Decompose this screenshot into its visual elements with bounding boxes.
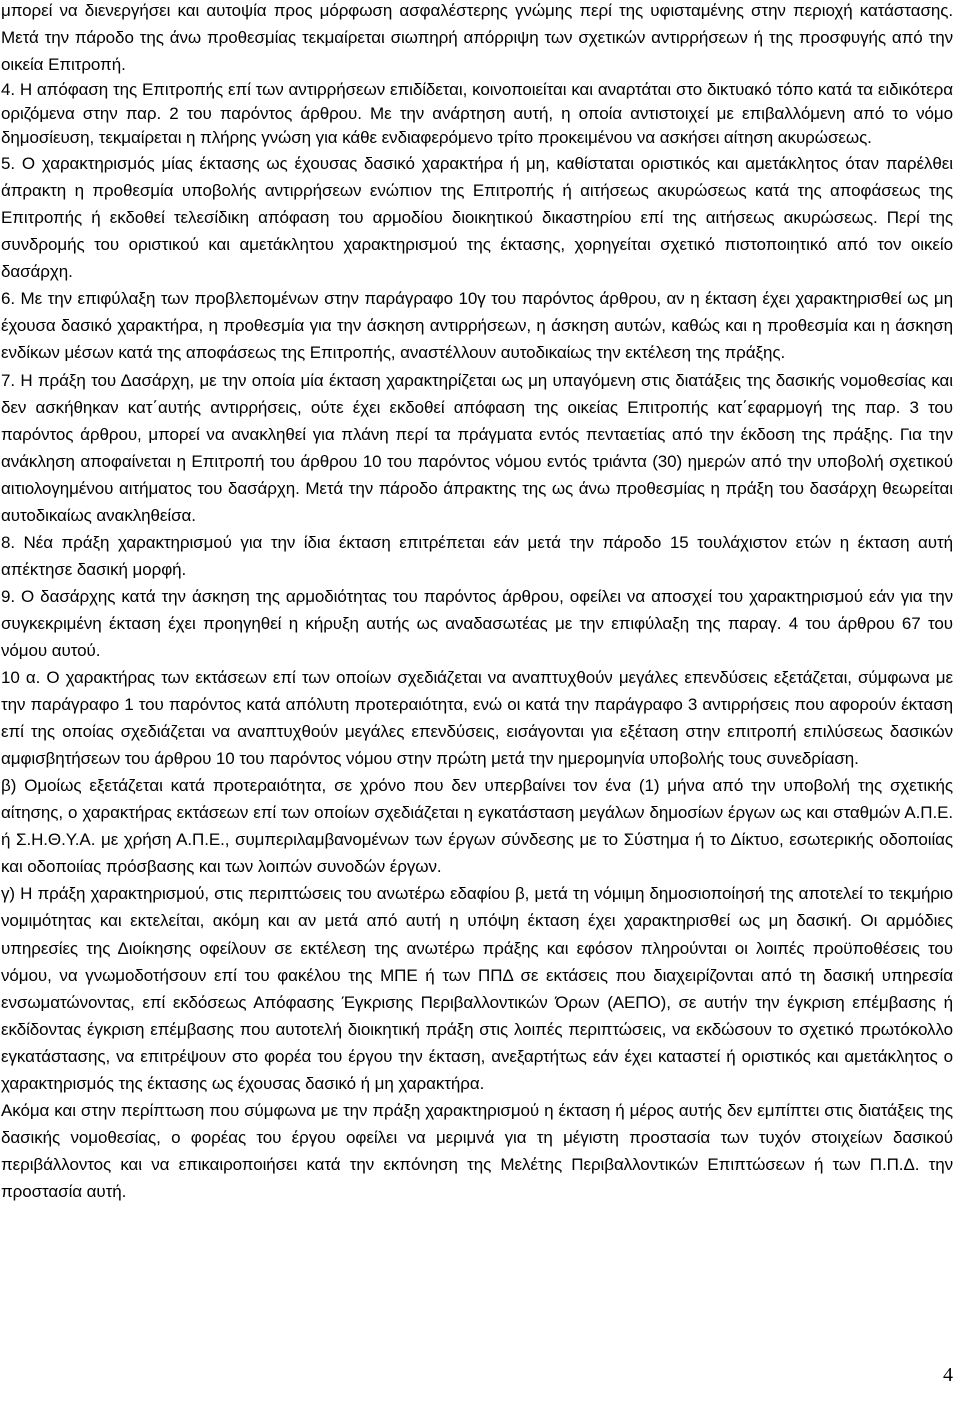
paragraph-10a: 10 α. Ο χαρακτήρας των εκτάσεων επί των οποίων σχεδιάζεται να αναπτυχθούν μεγάλες επενδύσεις εξετάζεται, σύμφωνα με την παράγραφο 1 του παρόντος κατά απόλυτη προτεραιότητα, ενώ οι κατά την παράγραφο 3 αντιρρήσεις που αφορούν έκταση επί της οποίας σχεδιάζεται να αναπτυχθούν μεγάλες επενδύσεις, εισάγονται για εξέταση στην επιτροπή επιλύσεως δασικών αμφισβητήσεων του άρθρου 10 του παρόντος νόμου στην πρώτη μετά την ημερομηνία υποβολής τους συνεδρίαση. <box>1 668 953 769</box>
paragraph-4: 4. Η απόφαση της Επιτροπής επί των αντιρρήσεων επιδίδεται, κοινοποιείται και αναρτάται στο δικτυακό τόπο κατά τα ειδικότερα οριζόμενα στην παρ. 2 του παρόντος άρθρου. Με την ανάρτηση αυτή, η οποία αντιστοιχεί με επιβαλλόμενη από το νόμο δημοσίευση, τεκμαίρεται η πλήρης γνώση για κάθε ενδιαφερόμενο τρίτο προκειμένου να ασκήσει αίτηση ακυρώσεως. <box>1 80 953 148</box>
paragraph-10b: β) Ομοίως εξετάζεται κατά προτεραιότητα, σε χρόνο που δεν υπερβαίνει τον ένα (1) μήνα από την υποβολή της σχετικής αίτησης, ο χαρακτήρας εκτάσεων επί των οποίων σχεδιάζεται η εγκατάσταση μεγάλων δημοσίων έργων ως και σταθμών Α.Π.Ε. ή Σ.Η.Θ.Υ.Α. με χρήση Α.Π.Ε., συμπεριλαμβανομένων των έργων σύνδεσης με το Σύστημα ή το Δίκτυο, εσωτερικής οδοποιίας και οδοποιίας πρόσβασης και των λοιπών συνοδών έργων. <box>1 776 953 877</box>
paragraph-10c: γ) Η πράξη χαρακτηρισμού, στις περιπτώσεις του ανωτέρω εδαφίου β, μετά τη νόμιμη δημοσιοποίησή της αποτελεί το τεκμήριο νομιμότητας και εκτελείται, ακόμη και αν μετά από αυτή η υπόψη έκταση έχει χαρακτηρισθεί ως μη δασική. Οι αρμόδιες υπηρεσίες της Διοίκησης οφείλουν σε εκτέλεση της ανωτέρω πράξης και εφόσον πληρούνται οι λοιπές προϋποθέσεις του νόμου, να γνωμοδοτήσουν επί του φακέλου της ΜΠΕ ή των ΠΠΔ σε εκτάσεις που διαχειρίζονται από τη δασική υπηρεσία ενσωματώνοντας, επί εκδόσεως Απόφασης Έγκρισης Περιβαλλοντικών Όρων (ΑΕΠΟ), σε αυτήν την έγκριση επέμβασης ή εκδίδοντας έγκριση επέμβασης που αυτοτελή διοικητική πράξη στις λοιπές περιπτώσεις, να εκδώσουν το σχετικό πρωτόκολλο εγκατάστασης, να επιτρέψουν στο φορέα του έργου την έκταση, ανεξαρτήτως εάν έχει καταστεί ή οριστικός και αμετάκλητος ο χαρακτηρισμός της έκτασης ως έχουσας δασικό ή μη χαρακτήρα. <box>1 884 953 1093</box>
paragraph-final: Ακόμα και στην περίπτωση που σύμφωνα με την πράξη χαρακτηρισμού η έκταση ή μέρος αυτής δεν εμπίπτει στις διατάξεις της δασικής νομοθεσίας, ο φορέας του έργου οφείλει να μεριμνά για τη μέγιστη προστασία των τυχόν στοιχείων δασικού περιβάλλοντος και να επικαιροποιήσει κατά την εκπόνηση της Μελέτης Περιβαλλοντικών Επιπτώσεων ή των Π.Π.Δ. την προστασία αυτή. <box>1 1100 953 1201</box>
paragraph-5: 5. Ο χαρακτηρισμός μίας έκτασης ως έχουσας δασικό χαρακτήρα ή μη, καθίσταται οριστικός και αμετάκλητος όταν παρέλθει άπρακτη η προθεσμία υποβολής αντιρρήσεων ενώπιον της Επιτροπής ή αιτήσεως ακυρώσεως κατά της αποφάσεως της Επιτροπής ή εκδοθεί τελεσίδικη απόφαση του αρμοδίου διοικητικού δικαστηρίου επί της αιτήσεως ακυρώσεως. Περί της συνδρομής του οριστικού και αμετάκλητου χαρακτηρισμού της έκτασης, χορηγείται σχετικό πιστοποιητικό από τον οικείο δασάρχη. <box>1 154 953 282</box>
paragraph-6: 6. Με την επιφύλαξη των προβλεπομένων στην παράγραφο 10γ του παρόντος άρθρου, αν η έκταση έχει χαρακτηρισθεί ως μη έχουσα δασικό χαρακτήρα, η προθεσμία για την άσκηση αντιρρήσεων, η άσκηση αυτών, καθώς και η προθεσμία και η άσκηση ενδίκων μέσων κατά της αποφάσεως της Επιτροπής, αναστέλλουν αυτοδικαίως την εκτέλεση της πράξης. <box>1 289 953 363</box>
paragraph-9: 9. Ο δασάρχης κατά την άσκηση της αρμοδιότητας του παρόντος άρθρου, οφείλει να αποσχεί του χαρακτηρισμού εάν για την συγκεκριμένη έκταση έχει προηγηθεί η κήρυξη αυτής ως αναδασωτέας με την επιφύλαξη της παραγ. 4 του άρθρου 67 του νόμου αυτού. <box>1 586 953 660</box>
paragraph-continuation: μπορεί να διενεργήσει και αυτοψία προς μόρφωση ασφαλέστερης γνώμης περί της υφισταμένης στην περιοχή κατάστασης. Μετά την πάροδο της άνω προθεσμίας τεκμαίρεται σιωπηρή απόρριψη των σχετικών αντιρρήσεων ή της προσφυγής από την οικεία Επιτροπή. <box>1 1 953 75</box>
page-number: 4 <box>943 1364 953 1386</box>
document-body <box>1 0 953 1205</box>
paragraph-8: 8. Νέα πράξη χαρακτηρισμού για την ίδια έκταση επιτρέπεται εάν μετά την πάροδο 15 τουλάχιστον ετών η έκταση αυτή απέκτησε δασική μορφή. <box>1 532 953 579</box>
paragraph-7: 7. Η πράξη του Δασάρχη, με την οποία μία έκταση χαρακτηρίζεται ως μη υπαγόμενη στις διατάξεις της δασικής νομοθεσίας και δεν ασκήθηκαν κατ΄αυτής αντιρρήσεις, ούτε έχει εκδοθεί απόφαση της οικείας Επιτροπής κατ΄εφαρμογή της παρ. 3 του παρόντος άρθρου, μπορεί να ανακληθεί για πλάνη περί τα πράγματα εντός πενταετίας από την έκδοση της πράξης. Για την ανάκληση αποφαίνεται η Επιτροπή του άρθρου 10 του παρόντος νόμου εντός τριάντα (30) ημερών από την υποβολή σχετικού αιτιολογημένου αιτήματος του δασάρχη. Μετά την πάροδο άπρακτης της ως άνω προθεσμίας η πράξη του δασάρχη θεωρείται αυτοδικαίως ανακληθείσα. <box>1 370 953 525</box>
